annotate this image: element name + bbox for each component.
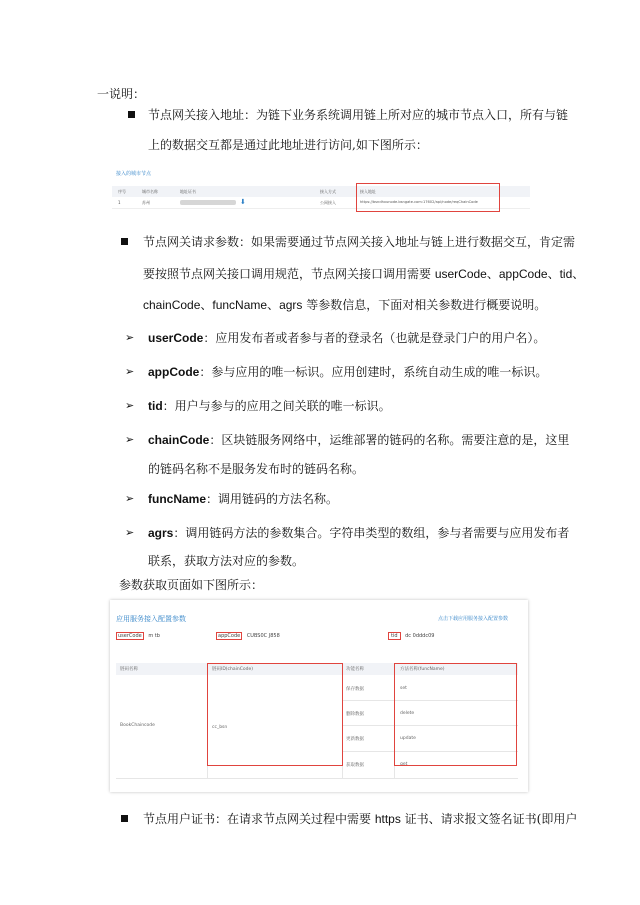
param-term: tid	[148, 399, 163, 413]
gateway-address-screenshot	[112, 168, 530, 210]
param-item	[148, 398, 391, 414]
param-item	[148, 525, 569, 541]
bullet2-line3-terms: chainCode、funcName、agrs	[143, 298, 303, 312]
function-name: 获取数据	[346, 763, 364, 768]
bullet2-line1: 节点网关请求参数：如果需要通过节点网关接入地址与链上进行数据交互，肯定需	[143, 235, 576, 249]
chain-name: BookChaincode	[120, 723, 155, 728]
bullet2-line2-text: 要按照节点网关接口调用规范，节点网关接口调用需要	[143, 267, 435, 281]
row-address: https://bsndhxunode.bsngate.com:17602/api/node/reqChainCode	[360, 200, 478, 204]
param-desc: ：区块链服务网络中，运维部署的链码的名称。需要注意的是，这里	[209, 433, 570, 447]
bullet1-line1: 节点网关接入地址：为链下业务系统调用链上所对应的城市节点入口，所有与链	[148, 108, 569, 122]
section-label: 一说明：	[97, 87, 146, 101]
arrow-bullet-icon: ➢	[125, 399, 135, 412]
col-header: 地址证书	[180, 189, 196, 194]
param-desc: ：用户与参与的应用之间关联的唯一标识。	[162, 399, 391, 413]
function-name: 保存数据	[346, 687, 364, 692]
arrow-bullet-icon: ➢	[125, 433, 135, 446]
col-header: 方法名称(funcName)	[400, 667, 445, 672]
param-desc: ：应用发布者或者参与者的登录名（也就是登录门户的用户名）。	[203, 331, 546, 345]
col-header: 链码ID(chainCode)	[212, 667, 254, 672]
param-desc: ：参与应用的唯一标识。应用创建时，系统自动生成的唯一标识。	[199, 365, 548, 379]
function-name: 更新数据	[346, 737, 364, 742]
col-header: 城市名称	[142, 189, 158, 194]
app-code-label: appCode	[218, 633, 241, 639]
param-desc: ：调用链码的方法名称。	[206, 492, 339, 506]
grid-line	[116, 778, 518, 779]
col-header: 功能名称	[346, 667, 364, 672]
screenshot2-title: 应用服务接入配置参数	[116, 615, 186, 623]
download-icon[interactable]: ⬇	[240, 198, 246, 206]
param-term: appCode	[148, 365, 200, 379]
param-desc-cont: 的链码名称不是服务发布时的链码名称。	[148, 462, 365, 476]
param-term: agrs	[148, 526, 174, 540]
blurred-certificate	[180, 200, 236, 205]
user-code-label: userCode	[118, 633, 142, 639]
user-code-value: m tb	[148, 633, 160, 639]
function-method: get	[400, 762, 408, 767]
row-city: 苏州	[142, 200, 150, 205]
tid-field	[388, 631, 434, 641]
user-code-field	[116, 631, 160, 641]
param-item	[148, 330, 545, 346]
param-term: chainCode	[148, 433, 210, 447]
function-method: set	[400, 686, 407, 691]
screenshot1-title: 接入的城市节点	[116, 171, 152, 177]
function-method: delete	[400, 711, 415, 716]
download-config-link[interactable]: 点击下载应用服务接入配置参数	[437, 616, 508, 622]
highlight-box	[356, 183, 500, 212]
bullet3-text-pre: 节点用户证书：在请求节点网关过程中需要	[143, 812, 375, 826]
param-item	[148, 491, 338, 507]
col-header: 接入方式	[320, 189, 336, 194]
function-method: update	[400, 736, 416, 741]
col-header: 接入地址	[360, 189, 376, 194]
row-index: 1	[118, 200, 121, 205]
arrow-bullet-icon: ➢	[125, 526, 135, 539]
tid-label: tid	[388, 632, 401, 640]
bullet3-line1	[143, 811, 577, 827]
bullet3-text-post: 证书、请求报文签名证书(即用户	[400, 812, 578, 826]
col-header: 链码名称	[120, 667, 138, 672]
row-method: 公网接入	[320, 200, 336, 205]
param-desc: ：调用链码方法的参数集合。字符串类型的数组，参与者需要与应用发布者	[173, 526, 570, 540]
funcname-highlight	[394, 663, 517, 766]
bullet2-line3-text: 等参数信息，下面对相关参数进行概要说明。	[302, 298, 547, 312]
bullet-square-icon	[121, 815, 128, 822]
param-item	[148, 432, 569, 448]
chain-id: cc_bsn	[212, 725, 228, 730]
param-term: funcName	[148, 492, 207, 506]
bullet-square-icon	[128, 111, 135, 118]
function-name: 删除数据	[346, 712, 364, 717]
arrow-bullet-icon: ➢	[125, 492, 135, 505]
param-term: userCode	[148, 331, 204, 345]
bullet1-line2: 上的数据交互都是通过此地址进行访问,如下图所示：	[148, 138, 428, 152]
arrow-bullet-icon: ➢	[125, 365, 135, 378]
params-page-caption: 参数获取页面如下图所示：	[119, 578, 264, 592]
bullet3-term: https	[374, 812, 401, 826]
app-code-value: CUBS0C J858	[246, 633, 280, 639]
tid-value: dc 0dddc09	[405, 633, 435, 639]
bullet2-line2-terms: userCode、appCode、tid、	[434, 267, 585, 281]
params-page-screenshot	[110, 600, 528, 792]
bullet-square-icon	[121, 238, 128, 245]
arrow-bullet-icon: ➢	[125, 331, 135, 344]
chaincode-highlight	[207, 663, 343, 766]
app-code-field	[216, 631, 280, 641]
param-item	[148, 364, 547, 380]
col-header: 序号	[118, 189, 126, 194]
param-desc-cont: 联系，获取方法对应的参数。	[148, 554, 305, 568]
